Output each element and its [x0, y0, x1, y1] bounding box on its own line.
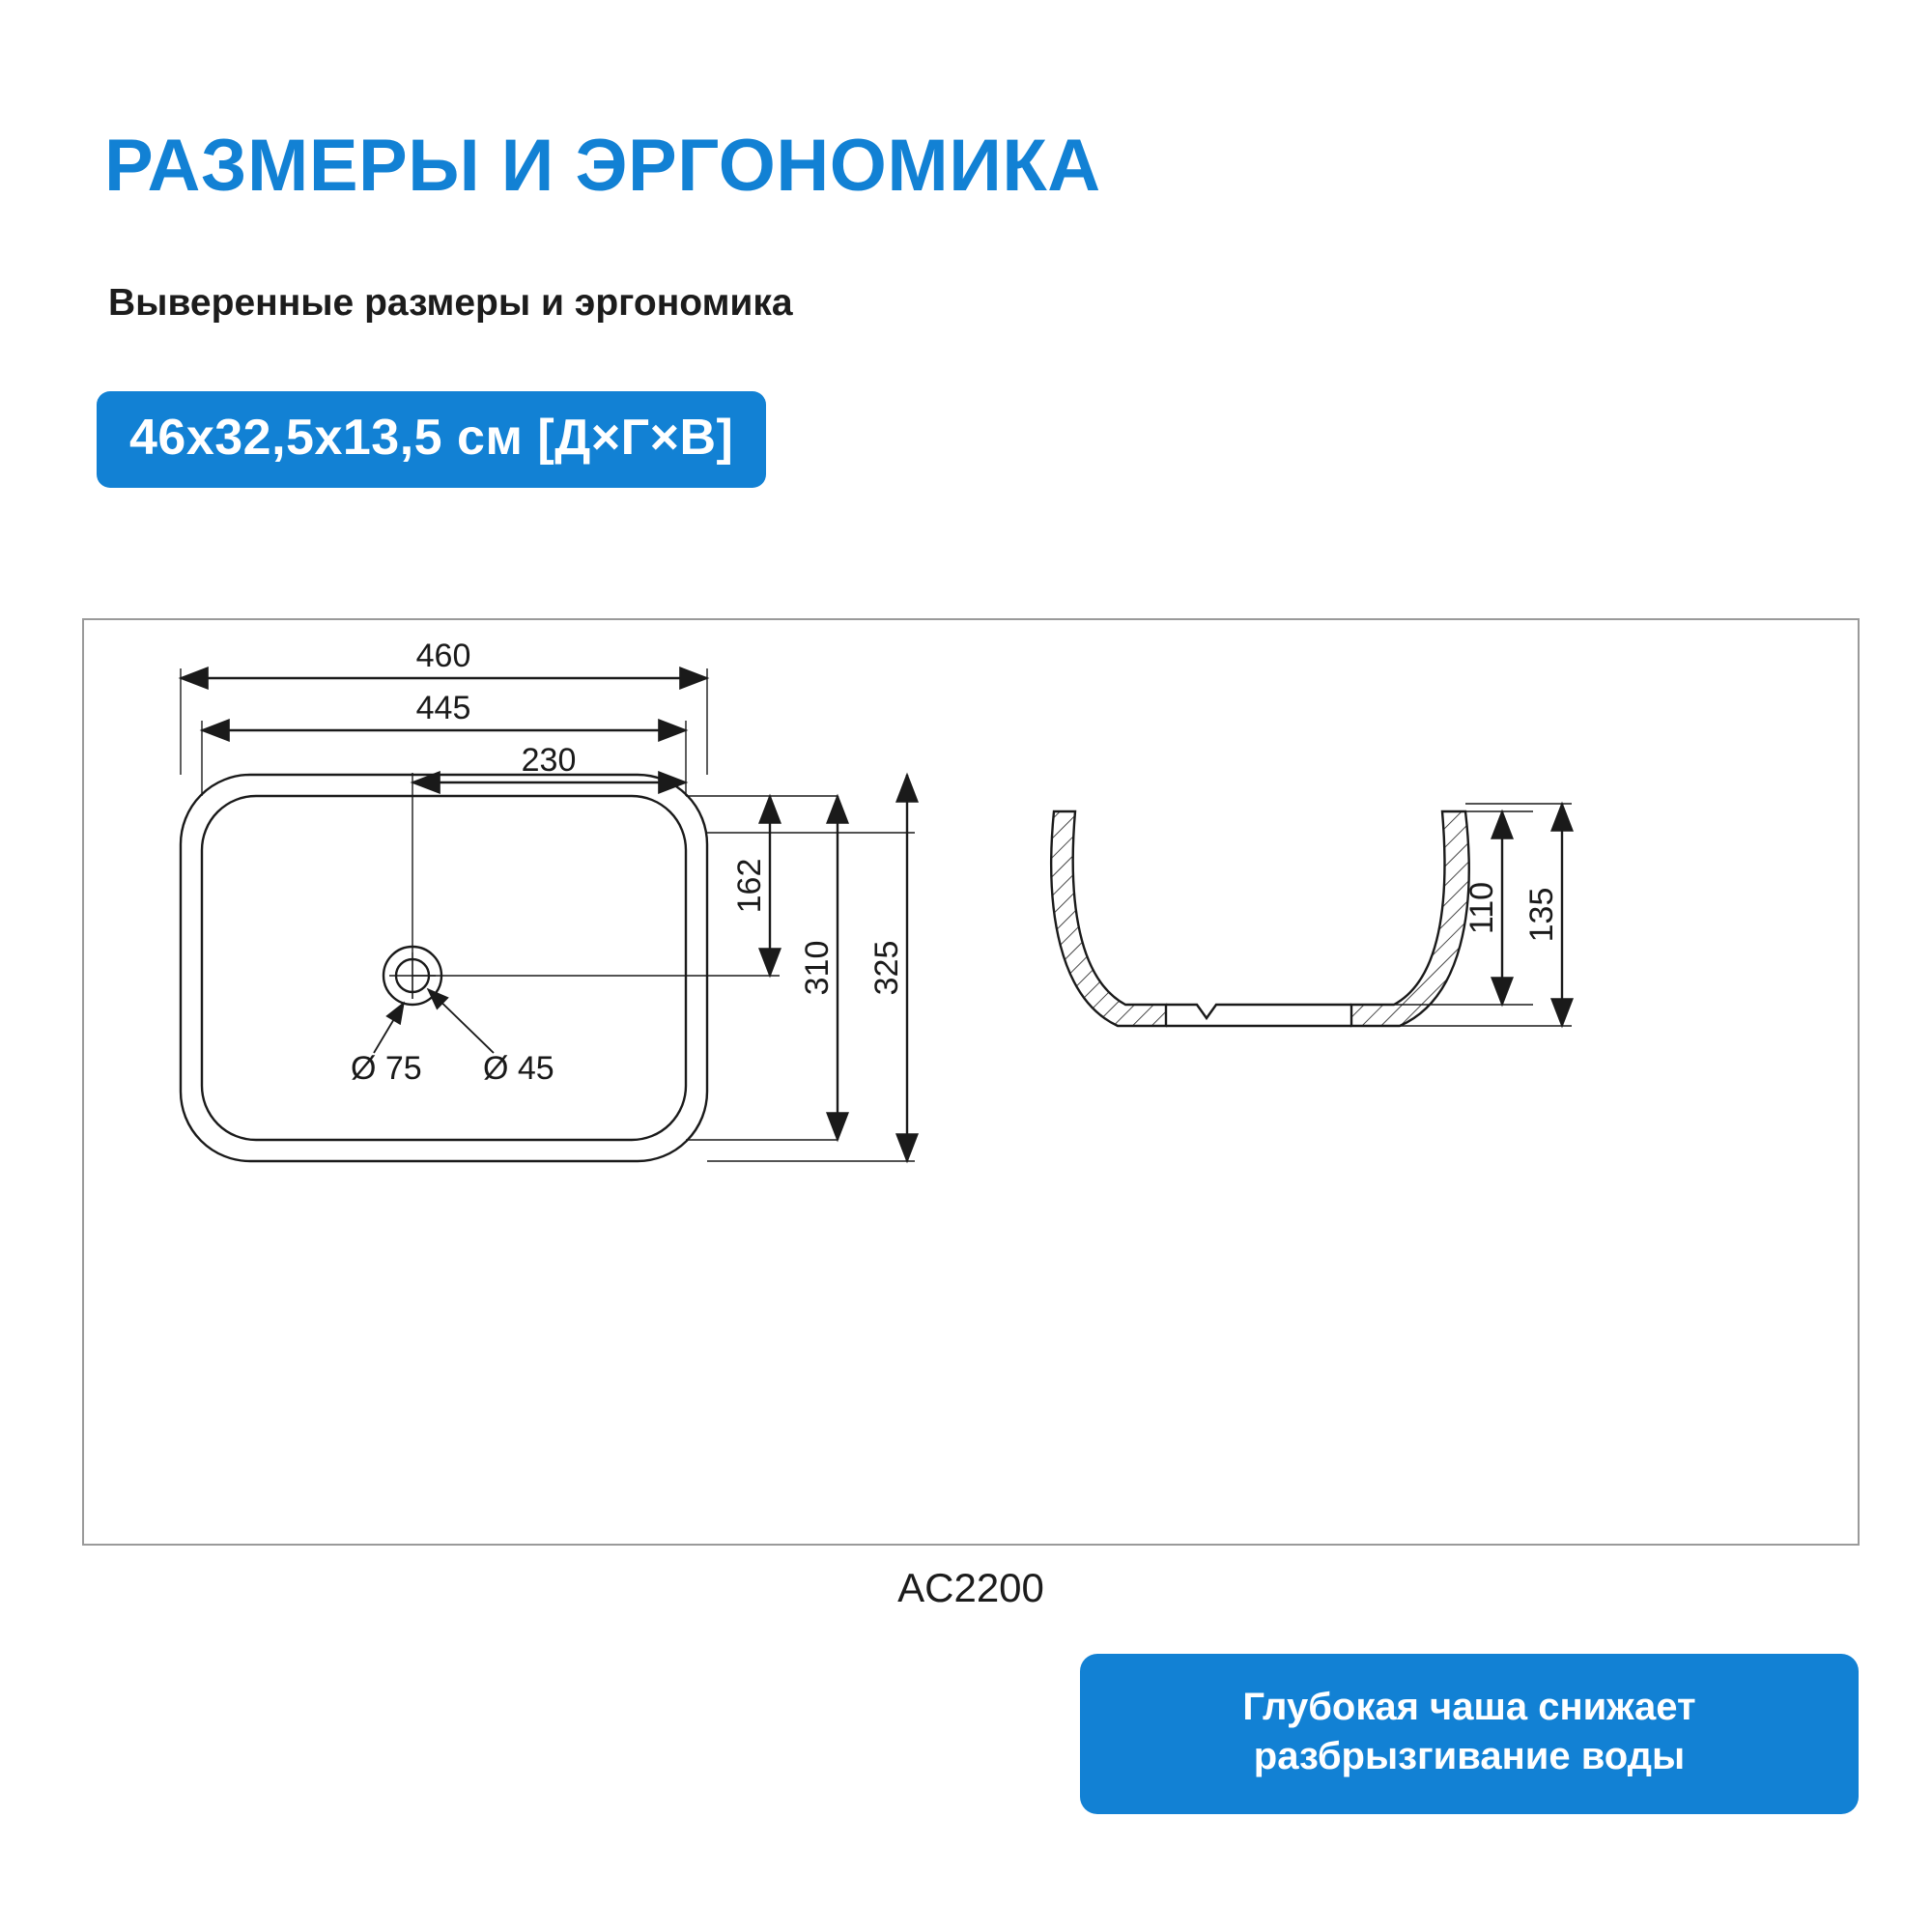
- bowl-section-left: [1051, 811, 1166, 1026]
- dimtext-162: 162: [731, 858, 768, 914]
- model-label: AC2200: [897, 1565, 1044, 1610]
- dimtext-110: 110: [1463, 881, 1500, 935]
- page-subtitle: Выверенные размеры и эргономика: [108, 282, 793, 324]
- feature-callout: [1080, 1654, 1859, 1814]
- technical-drawing-frame: [82, 618, 1860, 1546]
- dimtext-d75: Ø 75: [351, 1050, 422, 1087]
- dimensions-badge: 46x32,5x13,5 см [Д×Г×В]: [97, 391, 766, 488]
- page-title: РАЗМЕРЫ И ЭРГОНОМИКА: [104, 125, 1101, 207]
- dimtext-325: 325: [868, 940, 905, 996]
- dimtext-230: 230: [521, 742, 577, 779]
- basin-outline-inner: [202, 796, 686, 1140]
- leader-d45: [428, 989, 494, 1053]
- dimtext-d45: Ø 45: [483, 1050, 554, 1087]
- dimtext-135: 135: [1523, 887, 1560, 943]
- technical-drawing-svg: [84, 620, 1858, 1544]
- bowl-bottom-inner: [1166, 1005, 1351, 1018]
- dimtext-310: 310: [799, 940, 836, 996]
- callout-line-1: Глубокая чаша снижает: [1242, 1686, 1696, 1728]
- callout-line-2: разбрызгивание воды: [1253, 1735, 1686, 1778]
- bowl-section-right: [1351, 811, 1469, 1026]
- dimtext-445: 445: [415, 690, 471, 726]
- basin-outline-outer: [181, 775, 707, 1161]
- dimtext-460: 460: [415, 638, 471, 674]
- leader-d75: [374, 1003, 404, 1053]
